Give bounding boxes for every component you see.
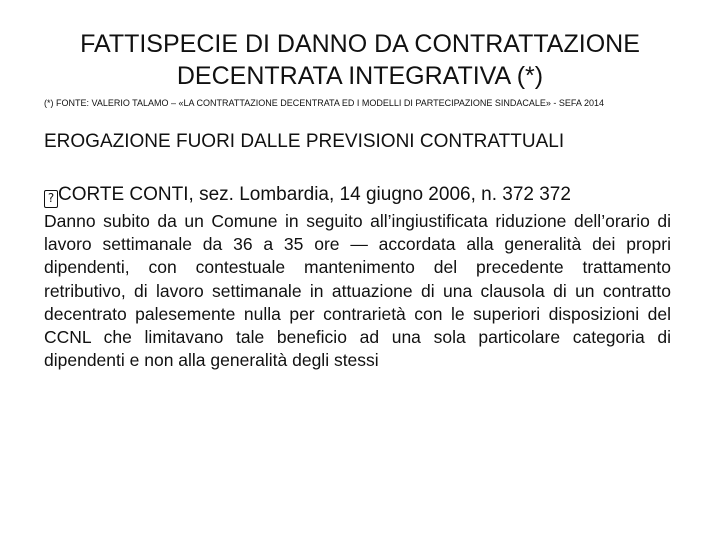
slide-title xyxy=(40,28,680,92)
case-reference xyxy=(44,182,571,208)
section-heading: EROGAZIONE FUORI DALLE PREVISIONI CONTRATTUALI xyxy=(44,131,565,152)
source-citation: (*) FONTE: VALERIO TALAMO – «LA CONTRATTAZIONE DECENTRATA ED I MODELLI DI PARTECIPAZIONE SINDACALE» - SEFA 2014 xyxy=(44,98,604,108)
body-paragraph: Danno subito da un Comune in seguito all’ingiustificata riduzione dell’orario di lavoro settimanale da 36 a 35 ore — accordata alla generalità dei propri dipendenti, con contestuale mantenimento del precedente trattamento retributivo, di lavoro settimanale in attuazione di una clausola di un contratto decentrato palesemente nulla per contrarietà con le superiori disposizioni del CCNL che limitavano tale beneficio ad una sola particolare categoria di dipendenti e non alla generalità degli stessi xyxy=(44,211,671,371)
title-line-1: FATTISPECIE DI DANNO DA CONTRATTAZIONE xyxy=(80,30,640,58)
case-reference-text: CORTE CONTI, sez. Lombardia, 14 giugno 2006, n. 372 372 xyxy=(58,184,571,205)
missing-glyph-bullet-icon: ? xyxy=(44,190,58,208)
title-line-2: DECENTRATA INTEGRATIVA (*) xyxy=(176,62,544,90)
